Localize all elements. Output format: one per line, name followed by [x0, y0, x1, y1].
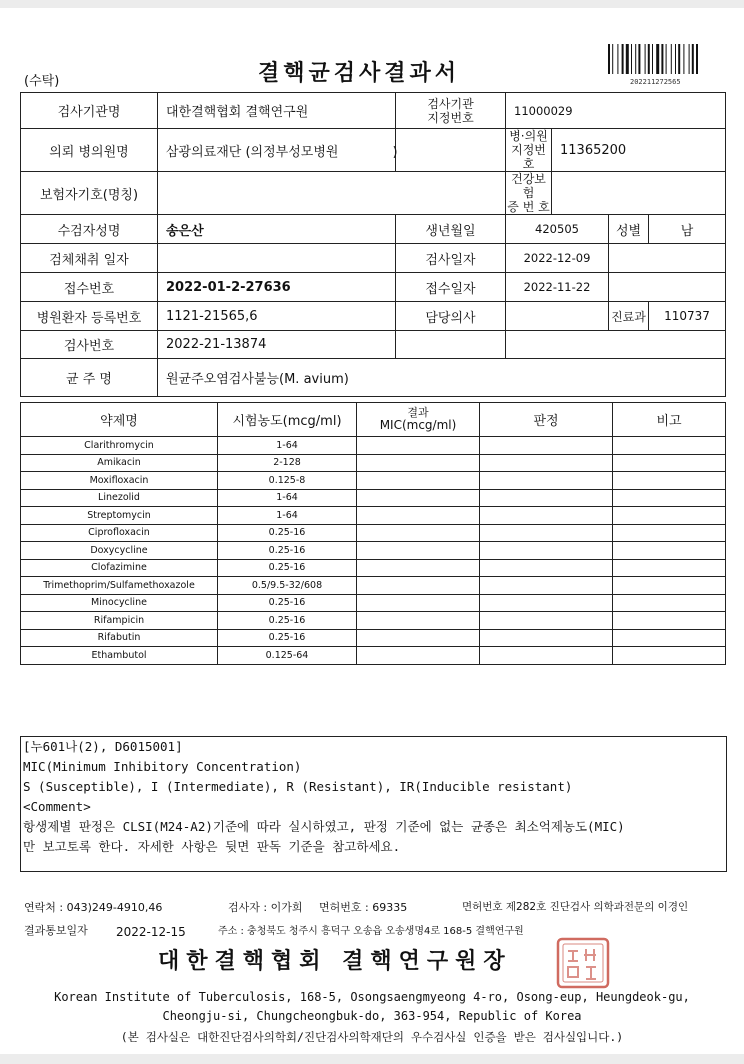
drug-mic-cell — [357, 629, 480, 647]
report-date-label: 결과통보일자 — [24, 924, 88, 937]
drug-row — [21, 489, 726, 507]
drug-range-cell: 1-64 — [218, 507, 357, 525]
drug-remark-cell — [613, 489, 726, 507]
drug-remark-cell — [613, 524, 726, 542]
agency-id-value: 11000029 — [506, 93, 726, 129]
test-date-label: 검사일자 — [396, 244, 506, 273]
drug-drug-cell: Rifampicin — [21, 612, 218, 630]
license-text: 면허번호 : 69335 — [319, 901, 408, 914]
comment-line-6: 만 보고토록 한다. 자세한 사항은 뒷면 판독 기준을 참고하세요. — [23, 839, 401, 854]
drug-mic-cell — [357, 559, 480, 577]
strain-value: 원균주오염검사불능(M. avium) — [158, 359, 726, 397]
drug-mic-cell — [357, 577, 480, 595]
birth-value: 420505 — [506, 215, 609, 244]
drug-mic-cell — [357, 454, 480, 472]
drug-remark-cell — [613, 559, 726, 577]
patient-name-value: 송은산 — [158, 215, 396, 244]
comment-line-2: MIC(Minimum Inhibitory Concentration) — [23, 759, 302, 774]
drug-drug-cell: Moxifloxacin — [21, 472, 218, 490]
drug-range-cell: 1-64 — [218, 489, 357, 507]
drug-range-cell: 0.5/9.5-32/608 — [218, 577, 357, 595]
drug-row — [21, 594, 726, 612]
drug-range-cell: 0.25-16 — [218, 524, 357, 542]
drug-judgement-cell — [480, 647, 613, 665]
receipt-date-blank — [609, 273, 726, 302]
drug-mic-cell — [357, 437, 480, 455]
drug-remark-cell — [613, 437, 726, 455]
test-no-value: 2022-21-13874 — [158, 331, 396, 359]
drug-mic-cell — [357, 507, 480, 525]
drug-mic-cell — [357, 472, 480, 490]
drug-row — [21, 437, 726, 455]
drug-remark-cell — [613, 454, 726, 472]
drug-mic-cell — [357, 542, 480, 560]
test-no-blank-2 — [506, 331, 726, 359]
drug-judgement-cell — [480, 612, 613, 630]
drug-row — [21, 472, 726, 490]
receipt-no-value: 2022-01-2-27636 — [158, 273, 396, 302]
hospital-id-label: 병·의원 지정번호 — [506, 129, 552, 172]
hospital-gap — [396, 129, 506, 172]
top-band — [0, 0, 744, 8]
birth-label: 생년월일 — [396, 215, 506, 244]
comment-line-4: <Comment> — [23, 799, 91, 814]
drug-range-cell: 0.25-16 — [218, 594, 357, 612]
comment-box — [20, 736, 727, 872]
drug-remark-cell — [613, 647, 726, 665]
drug-remark-cell — [613, 542, 726, 560]
patient-reg-value: 1121-21565,6 — [158, 302, 396, 331]
mic-header: 결과 MIC(mcg/ml) — [357, 403, 480, 437]
official-seal-icon — [556, 937, 610, 989]
drug-judgement-cell — [480, 577, 613, 595]
drug-judgement-cell — [480, 629, 613, 647]
drug-judgement-cell — [480, 594, 613, 612]
page-title: 결핵균검사결과서 — [258, 61, 461, 86]
drug-judgement-cell — [480, 472, 613, 490]
hospital-value: 삼광의료재단 (의정부성모병원 ) — [158, 129, 396, 172]
drug-drug-cell: Clofazimine — [21, 559, 218, 577]
info-table — [20, 92, 726, 397]
drug-row — [21, 454, 726, 472]
drug-range-cell: 0.125-64 — [218, 647, 357, 665]
drug-range-cell: 0.25-16 — [218, 559, 357, 577]
drug-range-cell: 0.25-16 — [218, 542, 357, 560]
drug-header: 약제명 — [21, 403, 218, 437]
strain-label: 균 주 명 — [21, 359, 158, 397]
drug-drug-cell: Trimethoprim/Sulfamethoxazole — [21, 577, 218, 595]
agency-id-label: 검사기관 지정번호 — [396, 93, 506, 129]
drug-range-cell: 0.125-8 — [218, 472, 357, 490]
doctor-value — [506, 302, 609, 331]
drug-remark-cell — [613, 612, 726, 630]
drug-judgement-cell — [480, 489, 613, 507]
address-english-1: Korean Institute of Tuberculosis, 168-5, Osongsaengmyeong 4-ro, Osong-eup, Heungdeok-gu, — [54, 990, 690, 1004]
health-insurance-label: 건강보험 증 번 호 — [507, 172, 550, 214]
drug-table — [20, 402, 726, 665]
drug-remark-cell — [613, 507, 726, 525]
report-date-value: 2022-12-15 — [116, 925, 186, 939]
hospital-id-value: 11365200 — [552, 129, 726, 172]
bottom-band — [0, 1054, 744, 1064]
drug-row — [21, 647, 726, 665]
address-text: 주소 : 충청북도 청주시 흥덕구 오송읍 오송생명4로 168-5 결핵연구원 — [218, 926, 524, 937]
drug-row — [21, 524, 726, 542]
address-english-2: Cheongju-si, Chungcheongbuk-do, 363-954, Republic of Korea — [162, 1009, 582, 1023]
agency-value: 대한결핵협회 결핵연구원 — [158, 93, 396, 129]
remark-header: 비고 — [613, 403, 726, 437]
test-date-value: 2022-12-09 — [506, 244, 609, 273]
drug-remark-cell — [613, 472, 726, 490]
drug-drug-cell: Amikacin — [21, 454, 218, 472]
contact-text: 연락처 : 043)249-4910,46 — [24, 901, 163, 914]
comment-line-1: [누601나(2), D6015001] — [23, 739, 183, 754]
dept-value: 110737 — [649, 302, 726, 331]
collect-date-label: 검체채취 일자 — [21, 244, 158, 273]
drug-drug-cell: Streptomycin — [21, 507, 218, 525]
drug-row — [21, 559, 726, 577]
doctor-label: 담당의사 — [396, 302, 506, 331]
drug-remark-cell — [613, 577, 726, 595]
drug-drug-cell: Minocycline — [21, 594, 218, 612]
drug-mic-cell — [357, 524, 480, 542]
receipt-date-value: 2022-11-22 — [506, 273, 609, 302]
drug-row — [21, 577, 726, 595]
drug-judgement-cell — [480, 542, 613, 560]
patient-name-label: 수검자성명 — [21, 215, 158, 244]
health-insurance-value — [552, 172, 726, 215]
drug-mic-cell — [357, 594, 480, 612]
institution-name: 대한결핵협회 결핵연구원장 — [158, 948, 512, 974]
drug-range-cell: 1-64 — [218, 437, 357, 455]
drug-drug-cell: Clarithromycin — [21, 437, 218, 455]
drug-range-cell: 0.25-16 — [218, 629, 357, 647]
copy-label: (수탁) — [24, 74, 60, 89]
insurance-label: 보험자기호(명칭) — [21, 172, 158, 215]
sex-label: 성별 — [609, 215, 649, 244]
dept-label: 진료과 — [609, 302, 649, 331]
certification-text: (본 검사실은 대한진단검사의학회/진단검사의학재단의 우수검사실 인증을 받은 검사실입니다.) — [120, 1030, 624, 1044]
agency-label: 검사기관명 — [21, 93, 158, 129]
drug-judgement-cell — [480, 437, 613, 455]
test-date-blank — [609, 244, 726, 273]
drug-judgement-cell — [480, 507, 613, 525]
drug-judgement-cell — [480, 454, 613, 472]
comment-line-3: S (Susceptible), I (Intermediate), R (Resistant), IR(Inducible resistant) — [23, 779, 573, 794]
drug-drug-cell: Ciprofloxacin — [21, 524, 218, 542]
drug-drug-cell: Doxycycline — [21, 542, 218, 560]
drug-judgement-cell — [480, 559, 613, 577]
drug-range-cell: 2-128 — [218, 454, 357, 472]
drug-row — [21, 542, 726, 560]
specialist-text: 면허번호 제282호 진단검사 의학과전문의 이경인 — [462, 901, 689, 913]
receipt-date-label: 접수일자 — [396, 273, 506, 302]
insurance-value — [158, 172, 506, 215]
drug-mic-cell — [357, 489, 480, 507]
judgement-header: 판정 — [480, 403, 613, 437]
drug-mic-cell — [357, 647, 480, 665]
drug-judgement-cell — [480, 524, 613, 542]
drug-range-cell: 0.25-16 — [218, 612, 357, 630]
barcode-number: 202211272565 — [630, 78, 681, 86]
receipt-no-label: 접수번호 — [21, 273, 158, 302]
barcode-icon — [607, 44, 719, 78]
hospital-label: 의뢰 병의원명 — [21, 129, 158, 172]
drug-mic-cell — [357, 612, 480, 630]
drug-row — [21, 629, 726, 647]
drug-drug-cell: Rifabutin — [21, 629, 218, 647]
test-no-blank-1 — [396, 331, 506, 359]
drug-drug-cell: Linezolid — [21, 489, 218, 507]
patient-reg-label: 병원환자 등록번호 — [21, 302, 158, 331]
collect-date-value — [158, 244, 396, 273]
range-header: 시험농도(mcg/ml) — [218, 403, 357, 437]
sex-value: 남 — [649, 215, 726, 244]
drug-row — [21, 612, 726, 630]
test-no-label: 검사번호 — [21, 331, 158, 359]
comment-line-5: 항생제별 판정은 CLSI(M24-A2)기준에 따라 실시하였고, 판정 기준에 없는 균종은 최소억제농도(MIC) — [23, 819, 625, 834]
drug-remark-cell — [613, 594, 726, 612]
drug-row — [21, 507, 726, 525]
drug-remark-cell — [613, 629, 726, 647]
drug-drug-cell: Ethambutol — [21, 647, 218, 665]
examiner-text: 검사자 : 이가희 — [228, 901, 303, 914]
